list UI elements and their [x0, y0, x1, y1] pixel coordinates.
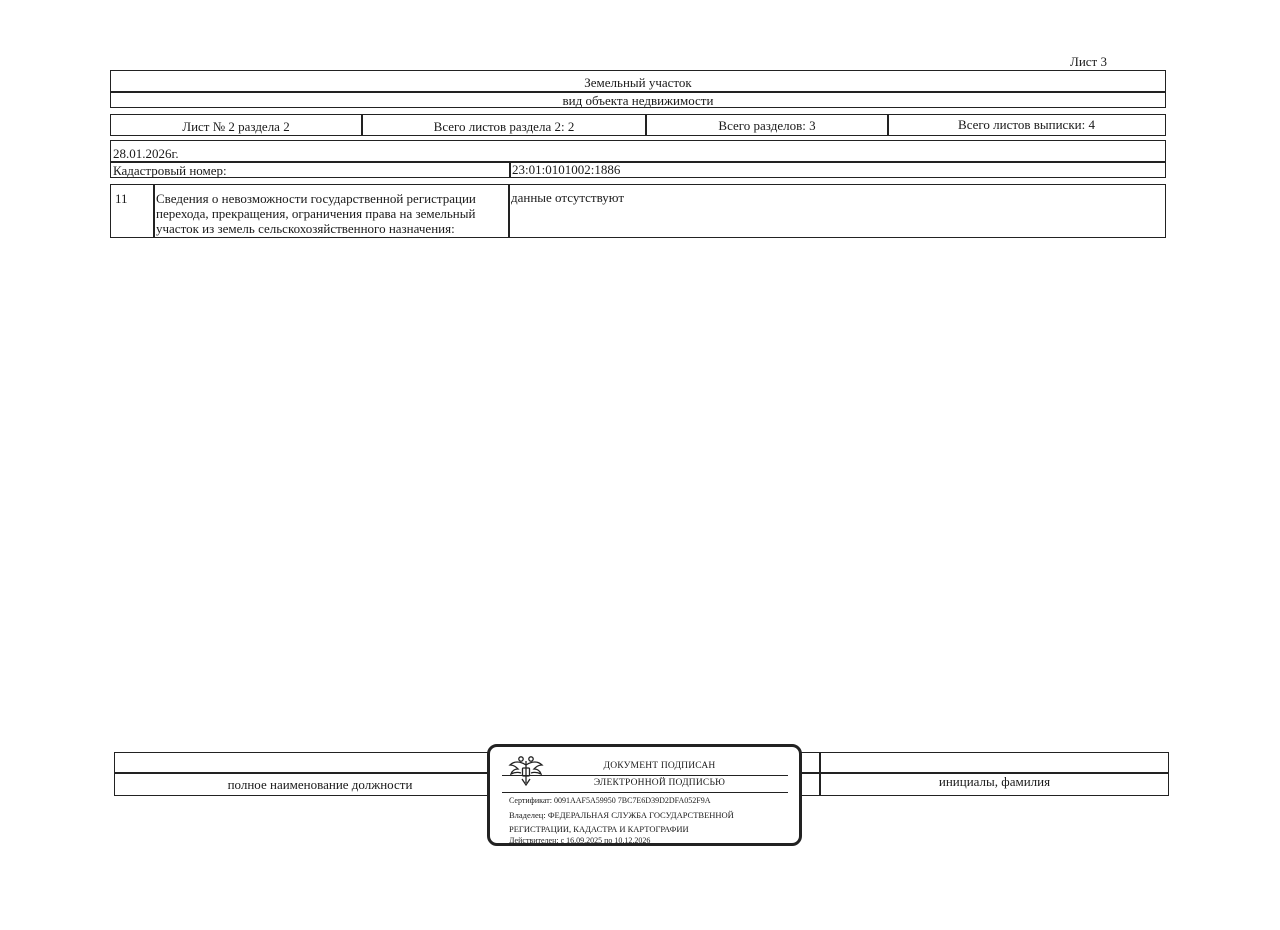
record-row [110, 184, 1166, 238]
divider [502, 775, 788, 776]
object-type-header [110, 70, 1166, 108]
object-title: Земельный участок [584, 75, 692, 90]
stamp-owner-line-1: Владелец: ФЕДЕРАЛЬНАЯ СЛУЖБА ГОСУДАРСТВЕННОЙ [509, 810, 734, 820]
total-sections: Всего разделов: 3 [718, 118, 816, 133]
divider [502, 792, 788, 793]
stamp-owner-line-2: РЕГИСТРАЦИИ, КАДАСТРА И КАРТОГРАФИИ [509, 824, 689, 834]
stamp-validity: Действителен: с 16.09.2025 по 10.12.2026 [509, 836, 651, 845]
divider [508, 185, 510, 237]
stamp-line-2: ЭЛЕКТРОННОЙ ПОДПИСЬЮ [593, 778, 726, 788]
record-description-line-1: Сведения о невозможности государственной регистрации [156, 191, 476, 206]
divider [111, 161, 1165, 163]
sheet-number: Лист 3 [1070, 54, 1107, 69]
sheet-of-section: Лист № 2 раздела 2 [182, 119, 290, 134]
total-sheets-section: Всего листов раздела 2: 2 [433, 119, 575, 134]
cadastral-label: Кадастровый номер: [113, 163, 227, 178]
name-label: инициалы, фамилия [938, 774, 1051, 789]
sheet-info-row [110, 114, 1166, 136]
object-subtitle: вид объекта недвижимости [562, 93, 714, 108]
divider [509, 161, 511, 177]
cadastral-block [110, 140, 1166, 178]
e-signature-stamp [487, 744, 802, 846]
record-number: 11 [115, 191, 128, 206]
total-sheets-extract: Всего листов выписки: 4 [958, 117, 1095, 132]
stamp-certificate: Сертификат: 0091AAF5A59950 7BC7E6D39D2DFA052F9A [509, 796, 711, 805]
divider [153, 185, 155, 237]
stamp-line-1: ДОКУМЕНТ ПОДПИСАН [603, 761, 716, 771]
record-value: данные отсутствуют [511, 190, 625, 205]
extract-date: 28.01.2026г. [113, 146, 179, 161]
cadastral-number: 23:01:0101002:1886 [512, 162, 621, 177]
position-label: полное наименование должности [227, 777, 413, 792]
record-description-line-3: участок из земель сельскохозяйственного назначения: [156, 221, 455, 236]
record-description-line-2: перехода, прекращения, ограничения права на земельный [156, 206, 476, 221]
